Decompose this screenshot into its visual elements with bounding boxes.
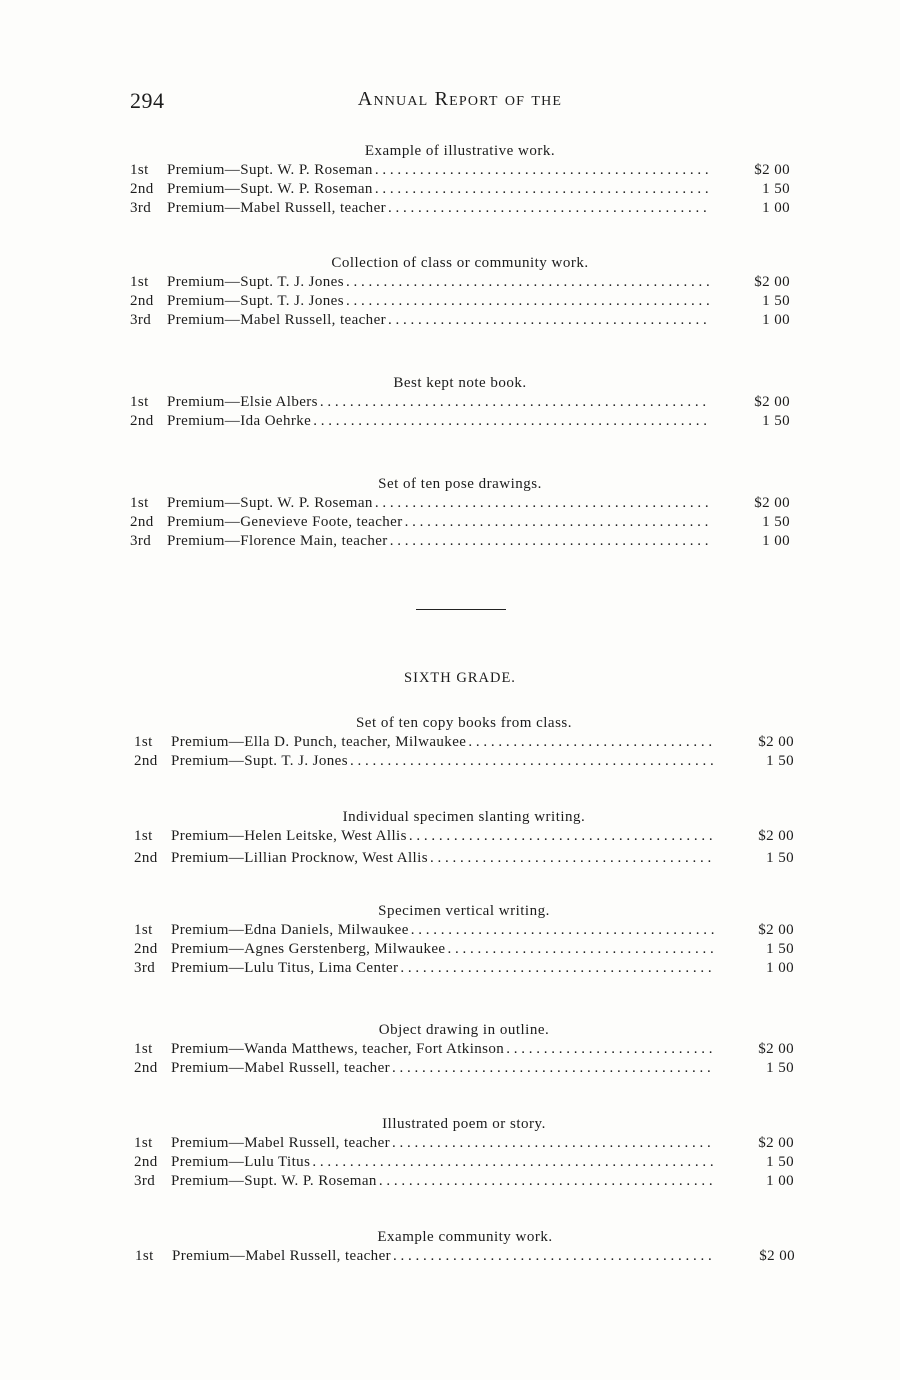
entry-ordinal: 3rd: [130, 200, 152, 216]
section-divider-rule: [416, 609, 506, 610]
dot-leader: [375, 180, 710, 199]
section-vertical-writing: [134, 902, 794, 978]
entry-text: Premium—Supt. T. J. Jones: [171, 753, 348, 769]
dot-leader: [468, 733, 714, 752]
section-title: Set of ten copy books from class.: [355, 715, 573, 731]
entry-amount: $2 00: [758, 734, 794, 750]
dot-leader: [312, 1153, 714, 1172]
premium-entry: [134, 752, 794, 771]
dot-leader: [405, 513, 710, 532]
section-pose-drawings: [130, 475, 790, 551]
entry-amount: $2 00: [754, 274, 790, 290]
premium-entry: [134, 1153, 794, 1172]
entry-ordinal: 1st: [134, 922, 153, 938]
dot-leader: [390, 532, 710, 551]
entry-text: Premium—Ida Oehrke: [167, 413, 312, 429]
premium-entry: [130, 311, 790, 330]
entry-text: Premium—Mabel Russell, teacher: [171, 1060, 391, 1076]
section-title: Example community work.: [377, 1229, 553, 1245]
entry-amount: 1 50: [766, 1154, 794, 1170]
premium-entry: [130, 273, 790, 292]
entry-amount: 1 00: [766, 960, 794, 976]
entry-amount: $2 00: [754, 162, 790, 178]
entry-ordinal: 1st: [134, 828, 153, 844]
premium-entry: [130, 513, 790, 532]
entry-ordinal: 3rd: [130, 533, 152, 549]
entry-ordinal: 2nd: [134, 850, 158, 866]
section-copy-books: [134, 714, 794, 771]
dot-leader: [430, 849, 714, 868]
dot-leader: [400, 959, 714, 978]
dot-leader: [447, 940, 714, 959]
premium-entry: [130, 532, 790, 551]
dot-leader: [411, 921, 714, 940]
dot-leader: [392, 1059, 714, 1078]
entry-text: Premium—Mabel Russell, teacher: [172, 1248, 392, 1264]
entry-ordinal: 1st: [134, 1135, 153, 1151]
section-title: Collection of class or community work.: [331, 255, 589, 271]
entry-amount: 1 50: [766, 1060, 794, 1076]
premium-entry: [134, 1134, 794, 1153]
premium-entry: [130, 393, 790, 412]
entry-ordinal: 1st: [130, 495, 149, 511]
premium-entry: [135, 1247, 795, 1266]
dot-leader: [409, 827, 714, 846]
dot-leader: [375, 161, 710, 180]
premium-entry: [134, 733, 794, 752]
running-head: Annual Report of the: [357, 88, 563, 110]
entry-amount: $2 00: [758, 922, 794, 938]
entry-ordinal: 1st: [130, 274, 149, 290]
entry-ordinal: 3rd: [130, 312, 152, 328]
section-illustrated-poem: [134, 1115, 794, 1191]
entry-ordinal: 1st: [135, 1248, 154, 1264]
entry-ordinal: 2nd: [134, 753, 158, 769]
premium-entry: [134, 940, 794, 959]
dot-leader: [388, 199, 710, 218]
entry-amount: $2 00: [754, 394, 790, 410]
section-title: Example of illustrative work.: [364, 143, 556, 159]
entry-amount: 1 50: [762, 293, 790, 309]
section-community-example: [135, 1228, 795, 1266]
premium-entry: [130, 180, 790, 199]
entry-text: Premium—Supt. W. P. Roseman: [171, 1173, 377, 1189]
entry-amount: 1 50: [762, 514, 790, 530]
entry-amount: $2 00: [758, 1135, 794, 1151]
entry-amount: 1 50: [762, 413, 790, 429]
entry-text: Premium—Supt. T. J. Jones: [167, 274, 344, 290]
entry-text: Premium—Supt. T. J. Jones: [167, 293, 344, 309]
premium-entry: [134, 921, 794, 940]
entry-ordinal: 3rd: [134, 960, 156, 976]
entry-amount: 1 50: [762, 181, 790, 197]
entry-amount: 1 00: [762, 312, 790, 328]
dot-leader: [346, 292, 710, 311]
entry-text: Premium—Edna Daniels, Milwaukee: [171, 922, 409, 938]
section-note-book: [130, 374, 790, 431]
entry-ordinal: 2nd: [130, 514, 154, 530]
section-title: Set of ten pose drawings.: [378, 476, 542, 492]
entry-text: Premium—Lillian Procknow, West Allis: [171, 850, 428, 866]
premium-entry: [130, 161, 790, 180]
premium-entry: [130, 292, 790, 311]
dot-leader: [506, 1040, 714, 1059]
premium-entry: [134, 849, 794, 868]
entry-amount: $2 00: [758, 828, 794, 844]
section-title: Best kept note book.: [393, 375, 527, 391]
dot-leader: [392, 1134, 714, 1153]
entry-amount: 1 50: [766, 753, 794, 769]
dot-leader: [379, 1172, 714, 1191]
entry-ordinal: 1st: [130, 394, 149, 410]
dot-leader: [375, 494, 710, 513]
entry-text: Premium—Lulu Titus: [171, 1154, 311, 1170]
entry-amount: 1 50: [766, 850, 794, 866]
entry-amount: $2 00: [754, 495, 790, 511]
entry-ordinal: 1st: [130, 162, 149, 178]
section-community-work: [130, 254, 790, 330]
entry-text: Premium—Genevieve Foote, teacher: [167, 514, 403, 530]
entry-ordinal: 2nd: [134, 1154, 158, 1170]
premium-entry: [134, 959, 794, 978]
premium-entry: [134, 1172, 794, 1191]
section-title: Illustrated poem or story.: [382, 1116, 546, 1132]
entry-text: Premium—Wanda Matthews, teacher, Fort Atkinson: [171, 1041, 505, 1057]
entry-amount: 1 50: [766, 941, 794, 957]
dot-leader: [346, 273, 710, 292]
entry-amount: 1 00: [766, 1173, 794, 1189]
grade-heading: SIXTH GRADE.: [404, 670, 516, 686]
premium-entry: [134, 827, 794, 846]
page-header: [130, 88, 790, 118]
entry-amount: 1 00: [762, 200, 790, 216]
premium-entry: [130, 199, 790, 218]
section-illustrative-work: [130, 142, 790, 218]
section-title: Specimen vertical writing.: [378, 903, 550, 919]
entry-text: Premium—Lulu Titus, Lima Center: [171, 960, 399, 976]
dot-leader: [313, 412, 710, 431]
entry-text: Premium—Supt. W. P. Roseman: [167, 162, 373, 178]
dot-leader: [393, 1247, 715, 1266]
entry-ordinal: 2nd: [130, 413, 154, 429]
entry-ordinal: 2nd: [130, 181, 154, 197]
entry-ordinal: 1st: [134, 1041, 153, 1057]
entry-text: Premium—Elsie Albers: [167, 394, 318, 410]
premium-entry: [134, 1059, 794, 1078]
premium-entry: [130, 494, 790, 513]
dot-leader: [350, 752, 714, 771]
entry-amount: $2 00: [759, 1248, 795, 1264]
entry-amount: $2 00: [758, 1041, 794, 1057]
entry-text: Premium—Mabel Russell, teacher: [167, 312, 387, 328]
entry-ordinal: 2nd: [134, 941, 158, 957]
entry-amount: 1 00: [762, 533, 790, 549]
premium-entry: [134, 1040, 794, 1059]
section-title: Object drawing in outline.: [378, 1022, 550, 1038]
entry-ordinal: 3rd: [134, 1173, 156, 1189]
entry-text: Premium—Ella D. Punch, teacher, Milwaukee: [171, 734, 467, 750]
entry-ordinal: 2nd: [134, 1060, 158, 1076]
entry-text: Premium—Supt. W. P. Roseman: [167, 181, 373, 197]
dot-leader: [320, 393, 710, 412]
entry-text: Premium—Helen Leitske, West Allis: [171, 828, 407, 844]
entry-ordinal: 1st: [134, 734, 153, 750]
entry-ordinal: 2nd: [130, 293, 154, 309]
entry-text: Premium—Florence Main, teacher: [167, 533, 388, 549]
dot-leader: [388, 311, 710, 330]
section-title: Individual specimen slanting writing.: [342, 809, 586, 825]
entry-text: Premium—Agnes Gerstenberg, Milwaukee: [171, 941, 446, 957]
entry-text: Premium—Supt. W. P. Roseman: [167, 495, 373, 511]
entry-text: Premium—Mabel Russell, teacher: [171, 1135, 391, 1151]
premium-entry: [130, 412, 790, 431]
entry-text: Premium—Mabel Russell, teacher: [167, 200, 387, 216]
section-object-drawing: [134, 1021, 794, 1078]
page-number: 294: [130, 88, 165, 113]
section-slanting-writing: [134, 808, 794, 868]
